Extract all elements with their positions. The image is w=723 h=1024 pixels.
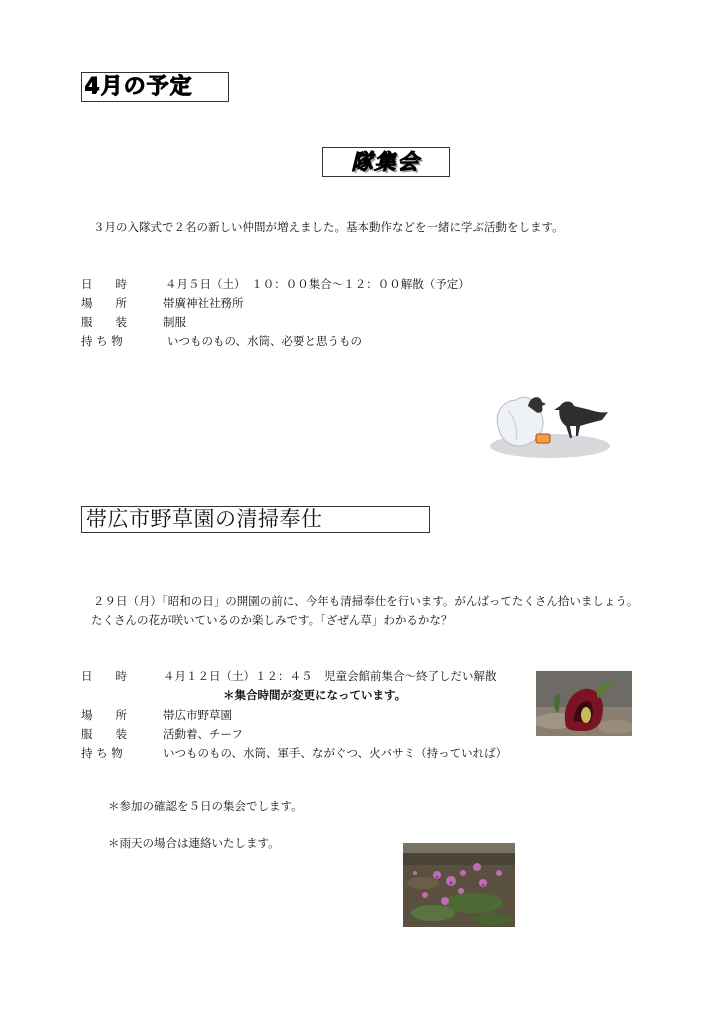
detail-row-place	[81, 294, 641, 313]
note-rain: ＊雨天の場合は連絡いたします。	[108, 836, 280, 850]
intro-text: ３月の入隊式で２名の新しい仲間が増えました。基本動作などを一緒に学ぶ活動をします。	[93, 220, 564, 234]
detail-label: 持 ち 物	[81, 334, 123, 348]
detail-value: ４月５日（土） １０：００集合～１２：００解散（予定）	[165, 277, 470, 291]
cleanup-intro-line1: ２９日（月）「昭和の日」の開園の前に、今年も清掃奉仕を行います。がんばってたくさん拾いましょう。	[93, 594, 639, 608]
katakuri-flowers-photo	[403, 843, 515, 927]
detail-row-datetime	[81, 275, 641, 294]
event-title-troop-meeting: 隊集会	[322, 147, 450, 177]
detail-value: いつものもの、水筒、軍手、ながぐつ、火バサミ（持っていれば）	[163, 746, 508, 760]
detail-value: いつものもの、水筒、必要と思うもの	[167, 334, 363, 348]
detail-label: 場 所	[81, 708, 127, 722]
detail-label: 持 ち 物	[81, 746, 123, 760]
detail-label: 場 所	[81, 296, 127, 310]
detail-value: ４月１２日（土）１２：４５ 児童会館前集合～終了しだい解散	[163, 669, 497, 683]
detail-value: 制服	[163, 315, 186, 329]
detail-row-datetime	[81, 667, 521, 686]
detail-row-attire	[81, 313, 641, 332]
detail-label: 日 時	[81, 277, 127, 291]
zazen-sou-photo	[536, 671, 632, 736]
time-change-note: ＊集合時間が変更になっています。	[223, 688, 407, 702]
section-title-april-schedule: 4月の予定	[81, 72, 229, 102]
detail-row-place	[81, 706, 521, 725]
detail-value: 帯廣神社社務所	[163, 296, 244, 310]
detail-row-note	[81, 686, 521, 705]
detail-value: 帯広市野草園	[163, 708, 232, 722]
section-title-cleanup: 帯広市野草園の清掃奉仕	[81, 506, 430, 533]
detail-label: 服 装	[81, 727, 127, 741]
detail-row-belongings	[81, 744, 521, 763]
cleanup-intro-line2: たくさんの花が咲いているのか楽しみです。「ざぜん草」わかるかな？	[91, 613, 453, 627]
note-confirmation: ＊参加の確認を５日の集会でします。	[108, 799, 303, 813]
crows-clipart	[488, 388, 612, 460]
detail-label: 日 時	[81, 669, 127, 683]
detail-label: 服 装	[81, 315, 127, 329]
detail-row-attire	[81, 725, 521, 744]
detail-row-belongings	[81, 332, 641, 351]
detail-value: 活動着、チーフ	[163, 727, 243, 741]
